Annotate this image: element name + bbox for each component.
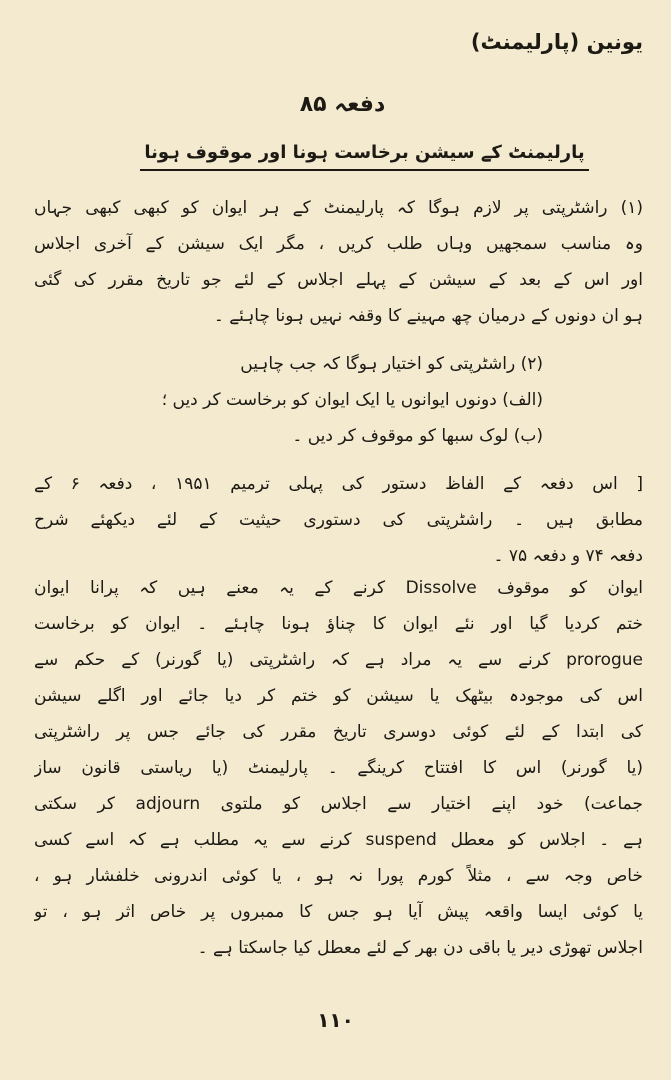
note-line: دفعہ ۷۴ و دفعہ ۷۵ ۔ — [493, 546, 643, 566]
clause-2 — [34, 346, 643, 454]
section-title: پارلیمنٹ کے سیشن برخاست ہونا اور موقوف ہونا — [140, 142, 589, 171]
commentary-line: ختم کردیا گیا اور نئے ایوان کا چناؤ ہونا چاہئے ۔ ایوان کو برخاست — [34, 614, 643, 634]
clause-1-line: ہو ان دونوں کے درمیان چھ مہینے کا وقفہ نہیں ہونا چاہئے ۔ — [213, 306, 643, 326]
clause-1-line: (۱) راشٹرپتی پر لازم ہوگا کہ پارلیمنٹ کے ہر ایوان کو کبھی کبھی جہاں — [34, 198, 643, 218]
note-line: [ اس دفعہ کے الفاظ دستور کی پہلی ترمیم ۱۹۵۱ ، دفعہ ۶ کے — [34, 474, 643, 494]
commentary-line: یا کوئی ایسا واقعہ پیش آیا ہو جس کا ممبروں پر خاص اثر ہو ، تو — [34, 902, 643, 922]
note-line: مطابق ہیں ۔ راشٹرپتی کی دستوری حیثیت کے لئے دیکھئے شرح — [34, 510, 643, 530]
commentary-line: کی ابتدا کے لئے کوئی دوسری تاریخ مقرر کی جائے جس پر راشٹرپتی — [34, 722, 643, 742]
commentary-line: جماعت) خود اپنے اختیار سے اجلاس کو ملتوی adjourn کر سکتی — [34, 794, 643, 814]
commentary-line: اجلاس تھوڑی دیر یا باقی دن بھر کے لئے معطل کیا جاسکتا ہے ۔ — [197, 938, 643, 958]
section-label: دفعہ — [334, 92, 386, 117]
clause-1-line: وہ مناسب سمجھیں وہاں طلب کریں ، مگر ایک سیشن کے آخری اجلاس — [34, 234, 643, 254]
editorial-note — [34, 466, 643, 574]
commentary-line: prorogue کرنے سے یہ مراد ہے کہ راشٹرپتی (یا گورنر) کے حکم سے — [34, 650, 643, 670]
section-number: ۸۵ — [299, 92, 327, 117]
commentary-line: ایوان کو موقوف Dissolve کرنے کے یہ معنے ہیں کہ پرانا ایوان — [34, 578, 643, 598]
commentary-line: اس کی موجودہ بیٹھک یا سیشن کو ختم کر دیا جائے اور اگلے سیشن — [34, 686, 643, 706]
page-number: ۱۱۰ — [317, 1008, 354, 1032]
clause-1 — [34, 190, 643, 334]
commentary-line: ہے ۔ اجلاس کو معطل suspend کرنے سے یہ مطلب ہے کہ اسے کسی — [34, 830, 643, 850]
commentary-line: (یا گورنر) اس کا افتتاح کرینگے ۔ پارلیمنٹ (یا ریاستی قانون ساز — [34, 758, 643, 778]
section-heading — [0, 92, 671, 117]
clause-2-item: (ب) لوک سبھا کو موقوف کر دیں ۔ — [292, 426, 543, 446]
clause-2-item: (الف) دونوں ایوانوں یا ایک ایوان کو برخاست کر دیں ؛ — [161, 390, 543, 410]
commentary — [34, 570, 643, 966]
clause-2-intro: (۲) راشٹرپتی کو اختیار ہوگا کہ جب چاہیں — [240, 354, 543, 374]
clause-1-line: اور اس کے بعد کے سیشن کے پہلے اجلاس کے لئے جو تاریخ مقرر کی گئی — [34, 270, 643, 290]
running-header: یونین (پارلیمنٹ) — [470, 30, 643, 54]
commentary-line: خاص وجہ سے ، مثلاً کورم پورا نہ ہو ، یا کوئی اندرونی خلفشار ہو ، — [34, 866, 643, 886]
